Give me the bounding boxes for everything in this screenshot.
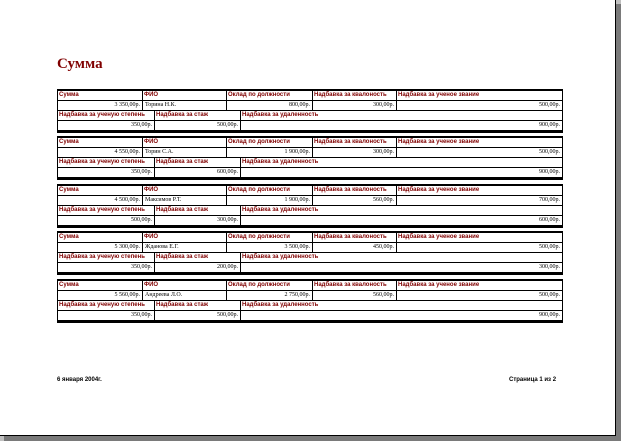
value-rank: 500,00р.	[397, 148, 563, 158]
header-row	[57, 158, 563, 168]
header-salary: Оклад по должности	[227, 233, 313, 243]
header-fio: ФИО	[143, 281, 227, 291]
value-experience: 500,00р.	[155, 121, 241, 131]
value-experience: 500,00р.	[155, 311, 241, 321]
record-block	[57, 231, 563, 275]
value-row	[57, 243, 563, 253]
value-remoteness: 600,00р.	[241, 216, 563, 226]
header-rank: Надбавка за ученое звание	[397, 233, 563, 243]
header-degree: Надбавка за ученую степень	[57, 253, 155, 263]
header-remoteness: Надбавка за удаленность	[241, 301, 563, 311]
value-salary: 1 900,00р.	[227, 196, 313, 206]
header-qualification: Надбавка за квалоность	[313, 186, 397, 196]
header-sum: Сумма	[57, 233, 143, 243]
header-salary: Оклад по должности	[227, 138, 313, 148]
value-row	[57, 101, 563, 111]
header-rank: Надбавка за ученое звание	[397, 138, 563, 148]
value-row	[57, 148, 563, 158]
value-remoteness: 900,00р.	[241, 121, 563, 131]
value-qualification: 450,00р.	[313, 243, 397, 253]
value-sum: 4 550,00р.	[57, 148, 143, 158]
header-fio: ФИО	[143, 138, 227, 148]
value-fio: Андреева Л.О.	[143, 291, 227, 301]
header-degree: Надбавка за ученую степень	[57, 111, 155, 121]
header-degree: Надбавка за ученую степень	[57, 206, 155, 216]
value-row	[57, 263, 563, 273]
header-row	[57, 206, 563, 216]
footer-page-number: Страница 1 из 2	[509, 377, 557, 383]
header-experience: Надбавка за стаж	[155, 111, 241, 121]
value-degree: 350,00р.	[57, 168, 155, 178]
value-qualification: 300,00р.	[313, 101, 397, 111]
header-salary: Оклад по должности	[227, 186, 313, 196]
header-row	[57, 138, 563, 148]
record-block	[57, 279, 563, 323]
header-qualification: Надбавка за квалоность	[313, 138, 397, 148]
header-experience: Надбавка за стаж	[155, 301, 241, 311]
header-rank: Надбавка за ученое звание	[397, 186, 563, 196]
header-row	[57, 253, 563, 263]
header-remoteness: Надбавка за удаленность	[241, 158, 563, 168]
record-block	[57, 136, 563, 180]
header-qualification: Надбавка за квалоность	[313, 233, 397, 243]
value-degree: 350,00р.	[57, 121, 155, 131]
report-title: Сумма	[57, 56, 103, 72]
header-experience: Надбавка за стаж	[155, 158, 241, 168]
value-sum: 4 500,00р.	[57, 196, 143, 206]
value-qualification: 560,00р.	[313, 291, 397, 301]
header-remoteness: Надбавка за удаленность	[241, 206, 563, 216]
header-row	[57, 91, 563, 101]
value-degree: 350,00р.	[57, 311, 155, 321]
value-fio: Торин С.А.	[143, 148, 227, 158]
header-remoteness: Надбавка за удаленность	[241, 253, 563, 263]
footer-date: 6 января 2004г.	[57, 377, 102, 383]
header-fio: ФИО	[143, 91, 227, 101]
value-rank: 500,00р.	[397, 101, 563, 111]
header-qualification: Надбавка за квалоность	[313, 91, 397, 101]
value-degree: 500,00р.	[57, 216, 155, 226]
header-rank: Надбавка за ученое звание	[397, 281, 563, 291]
header-qualification: Надбавка за квалоность	[313, 281, 397, 291]
value-remoteness: 300,00р.	[241, 263, 563, 273]
header-fio: ФИО	[143, 233, 227, 243]
value-sum: 5 300,00р.	[57, 243, 143, 253]
header-sum: Сумма	[57, 281, 143, 291]
value-row	[57, 196, 563, 206]
value-experience: 300,00р.	[155, 216, 241, 226]
value-experience: 600,00р.	[155, 168, 241, 178]
value-sum: 5 560,00р.	[57, 291, 143, 301]
record-block	[57, 89, 563, 133]
value-fio: Жданова Е.Г.	[143, 243, 227, 253]
value-row	[57, 121, 563, 131]
value-qualification: 560,00р.	[313, 196, 397, 206]
header-salary: Оклад по должности	[227, 91, 313, 101]
value-fio: Максимов Р.Т.	[143, 196, 227, 206]
value-fio: Торина Н.К.	[143, 101, 227, 111]
header-fio: ФИО	[143, 186, 227, 196]
header-salary: Оклад по должности	[227, 281, 313, 291]
value-degree: 350,00р.	[57, 263, 155, 273]
record-block	[57, 184, 563, 228]
value-remoteness: 900,00р.	[241, 311, 563, 321]
value-sum: 3 350,00р.	[57, 101, 143, 111]
header-experience: Надбавка за стаж	[155, 253, 241, 263]
header-degree: Надбавка за ученую степень	[57, 301, 155, 311]
value-qualification: 300,00р.	[313, 148, 397, 158]
value-rank: 500,00р.	[397, 243, 563, 253]
value-salary: 2 750,00р.	[227, 291, 313, 301]
header-degree: Надбавка за ученую степень	[57, 158, 155, 168]
header-row	[57, 301, 563, 311]
header-remoteness: Надбавка за удаленность	[241, 111, 563, 121]
header-sum: Сумма	[57, 138, 143, 148]
value-row	[57, 216, 563, 226]
header-row	[57, 281, 563, 291]
value-row	[57, 311, 563, 321]
header-sum: Сумма	[57, 91, 143, 101]
value-salary: 1 900,00р.	[227, 148, 313, 158]
header-rank: Надбавка за ученое звание	[397, 91, 563, 101]
header-row	[57, 111, 563, 121]
value-row	[57, 291, 563, 301]
header-row	[57, 233, 563, 243]
value-remoteness: 900,00р.	[241, 168, 563, 178]
value-row	[57, 168, 563, 178]
value-salary: 800,00р.	[227, 101, 313, 111]
value-rank: 700,00р.	[397, 196, 563, 206]
value-experience: 200,00р.	[155, 263, 241, 273]
header-row	[57, 186, 563, 196]
value-salary: 3 500,00р.	[227, 243, 313, 253]
header-experience: Надбавка за стаж	[155, 206, 241, 216]
value-rank: 500,00р.	[397, 291, 563, 301]
header-sum: Сумма	[57, 186, 143, 196]
